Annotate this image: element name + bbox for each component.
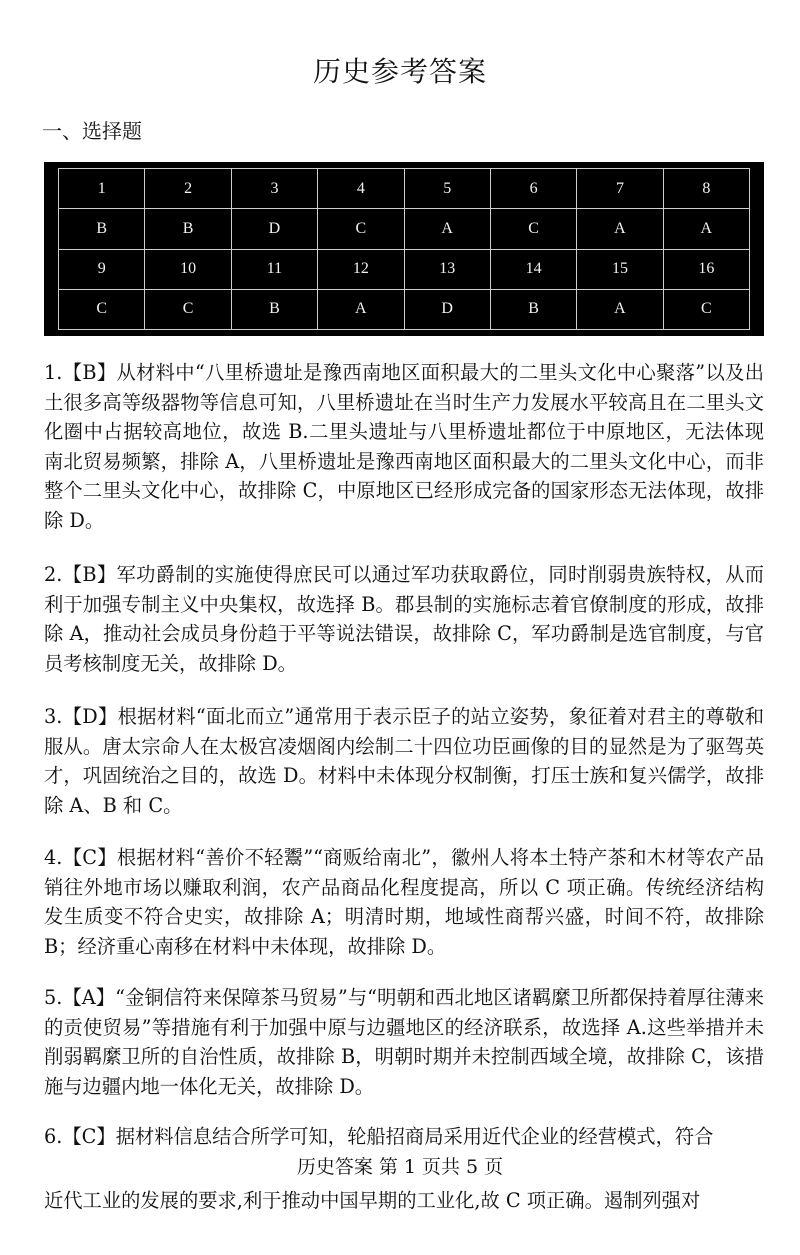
table-cell: 2 bbox=[145, 169, 231, 209]
table-cell: 8 bbox=[663, 169, 749, 209]
table-cell: 3 bbox=[231, 169, 317, 209]
answer-table bbox=[44, 162, 764, 336]
table-cell: 9 bbox=[59, 249, 145, 289]
question-number-row bbox=[59, 169, 750, 209]
table-cell: 13 bbox=[404, 249, 490, 289]
table-cell: B bbox=[145, 209, 231, 249]
table-cell: A bbox=[663, 209, 749, 249]
explanation-paragraph-6: 6.【C】据材料信息结合所学可知，轮船招商局采用近代企业的经营模式，符合 bbox=[44, 1125, 714, 1148]
answer-row bbox=[59, 209, 750, 249]
table-cell: C bbox=[318, 209, 404, 249]
explanation-paragraph-3: 3.【D】根据材料“面北而立”通常用于表示臣子的站立姿势，象征着对君主的尊敬和服从。唐太宗命人在太极宫凌烟阁内绘制二十四位功臣画像的目的显然是为了驱驾英才，巩固统治之目的，故选 D。材料中未体现分权制衡，打压士族和复兴儒学，故排除 A、B 和 C。 bbox=[44, 705, 764, 817]
explanation-paragraph-4: 4.【C】根据材料“善价不轻鬻”“商贩给南北”，徽州人将本土特产茶和木材等农产品销往外地市场以赚取利润，农产品商品化程度提高，所以 C 项正确。传统经济结构发生质变不符合史实，故排除 A；明清时期，地域性商帮兴盛，时间不符，故排除 B；经济重心南移在材料中未体现，故排除 D。 bbox=[44, 846, 764, 958]
table-cell: 4 bbox=[318, 169, 404, 209]
table-cell: 12 bbox=[318, 249, 404, 289]
table-cell: 5 bbox=[404, 169, 490, 209]
page-footer: 历史答案 第 1 页共 5 页 bbox=[296, 1156, 504, 1178]
table-cell: A bbox=[577, 209, 663, 249]
table-cell: A bbox=[318, 289, 404, 329]
table-cell: 6 bbox=[490, 169, 576, 209]
table-cell: B bbox=[59, 209, 145, 249]
table-cell: C bbox=[490, 209, 576, 249]
table-cell: D bbox=[404, 289, 490, 329]
table-cell: A bbox=[577, 289, 663, 329]
table-cell: C bbox=[663, 289, 749, 329]
table-cell: 16 bbox=[663, 249, 749, 289]
explanation-paragraph-1: 1.【B】从材料中“八里桥遗址是豫西南地区面积最大的二里头文化中心聚落”以及出土很多高等级器物等信息可知，八里桥遗址在当时生产力发展水平较高且在二里头文化圈中占据较高地位，故选 B.二里头遗址与八里桥遗址都位于中原地区，无法体现南北贸易频繁，排除 A，八里桥遗址是豫西南地区面积最大的二里头文化中心，而非整个二里头文化中心，故排除 C，中原地区已经形成完备的国家形态无法体现，故排除 D。 bbox=[44, 361, 764, 532]
table-cell: 14 bbox=[490, 249, 576, 289]
question-number-row bbox=[59, 249, 750, 289]
table-cell: A bbox=[404, 209, 490, 249]
table-cell: 1 bbox=[59, 169, 145, 209]
table-cell: B bbox=[231, 289, 317, 329]
answer-row bbox=[59, 289, 750, 329]
answer-grid bbox=[58, 168, 750, 330]
table-cell: 15 bbox=[577, 249, 663, 289]
table-cell: C bbox=[145, 289, 231, 329]
explanation-paragraph-2: 2.【B】军功爵制的实施使得庶民可以通过军功获取爵位，同时削弱贵族特权，从而利于加强专制主义中央集权，故选择 B。郡县制的实施标志着官僚制度的形成，故排除 A，推动社会成员身份趋于平等说法错误，故排除 C，军功爵制是选官制度，与官员考核制度无关，故排除 D。 bbox=[44, 563, 764, 675]
section-heading: 一、选择题 bbox=[42, 119, 142, 143]
table-cell: B bbox=[490, 289, 576, 329]
table-cell: 7 bbox=[577, 169, 663, 209]
continuation-paragraph: 近代工业的发展的要求,利于推动中国早期的工业化,故 C 项正确。遏制列强对 bbox=[44, 1189, 701, 1212]
table-cell: 10 bbox=[145, 249, 231, 289]
table-cell: 11 bbox=[231, 249, 317, 289]
table-cell: D bbox=[231, 209, 317, 249]
table-cell: C bbox=[59, 289, 145, 329]
page-title: 历史参考答案 bbox=[312, 55, 487, 88]
explanation-paragraph-5: 5.【A】“金铜信符来保障茶马贸易”与“明朝和西北地区诸羁縻卫所都保持着厚往薄来的贡使贸易”等措施有利于加强中原与边疆地区的经济联系，故选择 A.这些举措并未削弱羁縻卫所的自治性质，故排除 B，明朝时期并未控制西域全境，故排除 C，该措施与边疆内地一体化无关，故排除 D。 bbox=[44, 986, 764, 1098]
